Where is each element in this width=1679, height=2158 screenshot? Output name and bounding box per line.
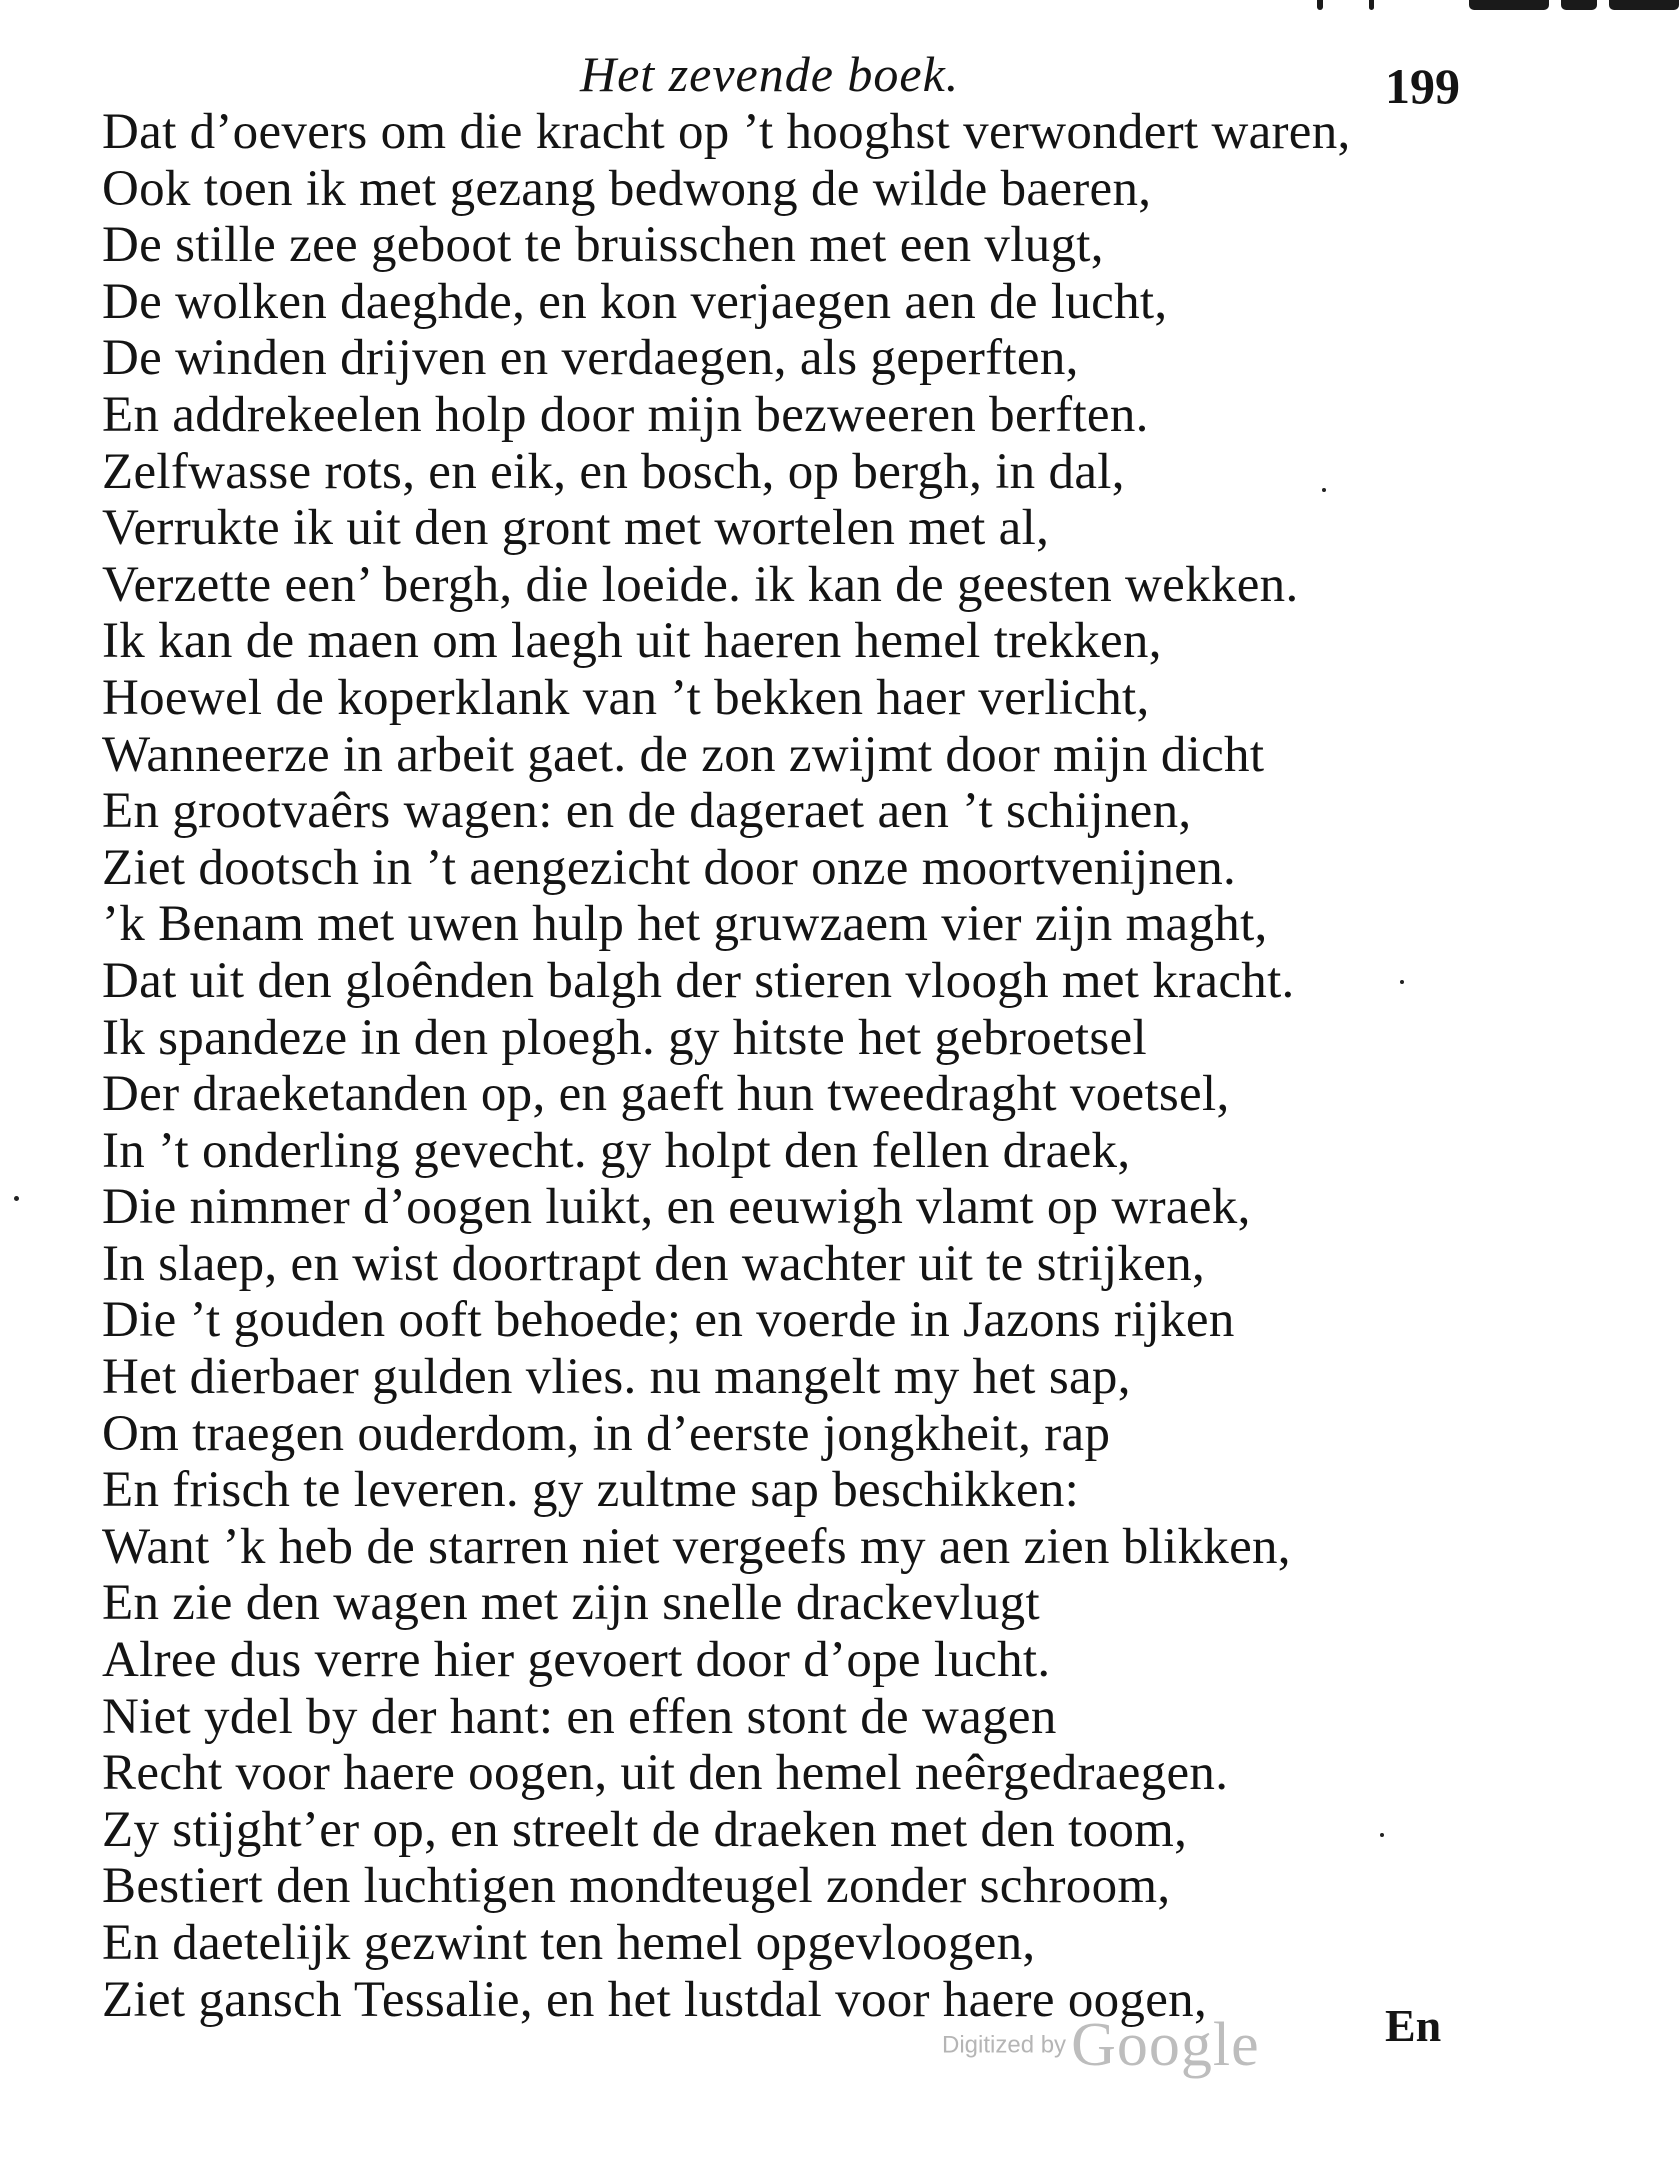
- verse-line: Wanneerze in arbeit gaet. de zon zwijmt door mijn dicht: [102, 726, 1265, 783]
- verse-line: Ik spandeze in den ploegh. gy hitste het gebroetsel: [102, 1009, 1147, 1066]
- verse-line: Die ’t gouden ooft behoede; en voerde in Jazons rijken: [102, 1292, 1235, 1349]
- page-number: 199: [1385, 58, 1460, 114]
- verse-text: [102, 104, 1351, 2028]
- verse-line: In slaep, en wist doortrapt den wachter uit te strijken,: [102, 1235, 1206, 1292]
- verse-line: En addrekeelen holp door mijn bezweeren berften.: [102, 386, 1149, 443]
- verse-line: Ook toen ik met gezang bedwong de wilde baeren,: [102, 160, 1152, 217]
- ink-speck: [1400, 980, 1404, 984]
- verse-line: Hoewel de koperklank van ’t bekken haer verlicht,: [102, 669, 1150, 726]
- verse-line: Der draeketanden op, en gaeft hun tweedraght voetsel,: [102, 1066, 1230, 1123]
- ink-speck: [1322, 488, 1326, 492]
- verse-line: En grootvaêrs wagen: en de dageraet aen ’t schijnen,: [102, 783, 1192, 840]
- running-title: Het zevende boek.: [580, 46, 960, 102]
- verse-line: De stille zee geboot te bruisschen met een vlugt,: [102, 217, 1104, 274]
- verse-line: ’k Benam met uwen hulp het gruwzaem vier zijn maght,: [102, 896, 1268, 953]
- verse-line: Alree dus verre hier gevoert door d’ope lucht.: [102, 1632, 1051, 1689]
- verse-line: Dat uit den gloênden balgh der stieren vloogh met kracht.: [102, 952, 1295, 1009]
- verse-line: Want ’k heb de starren niet vergeefs my aen zien blikken,: [102, 1518, 1291, 1575]
- verse-line: In ’t onderling gevecht. gy holpt den fellen draek,: [102, 1122, 1131, 1179]
- verse-line: Om traegen ouderdom, in d’eerste jongkheit, rap: [102, 1405, 1111, 1462]
- verse-line: Het dierbaer gulden vlies. nu mangelt my het sap,: [102, 1349, 1131, 1406]
- verse-line: Zy stijght’er op, en streelt de draeken met den toom,: [102, 1801, 1188, 1858]
- verse-line: Verrukte ik uit den gront met wortelen met al,: [102, 500, 1050, 557]
- verse-line: Recht voor haere oogen, uit den hemel neêrgedraegen.: [102, 1745, 1229, 1802]
- verse-line: Zelfwasse rots, en eik, en bosch, op bergh, in dal,: [102, 443, 1125, 500]
- verse-line: En daetelijk gezwint ten hemel opgevloogen,: [102, 1915, 1036, 1971]
- verse-line: Die nimmer d’oogen luikt, en eeuwigh vlamt op wraek,: [102, 1179, 1251, 1236]
- google-logo: Google: [1071, 2011, 1260, 2079]
- verse-line: Ik kan de maen om laegh uit haeren hemel trekken,: [102, 613, 1162, 670]
- ink-speck: [14, 1196, 19, 1201]
- catchword: En: [1385, 2000, 1442, 2051]
- verse-line: Niet ydel by der hant: en effen stont de wagen: [102, 1688, 1057, 1745]
- verse-line: Bestiert den luchtigen mondteugel zonder schroom,: [102, 1858, 1171, 1915]
- digitized-by-watermark: [942, 2010, 1260, 2081]
- watermark-prefix: Digitized by: [942, 2031, 1067, 2059]
- verse-line: De wolken daeghde, en kon verjaegen aen de lucht,: [102, 273, 1168, 330]
- verse-line: En frisch te leveren. gy zultme sap beschikken:: [102, 1462, 1080, 1519]
- verse-line: Dat d’oevers om die kracht op ’t hooghst verwondert waren,: [102, 104, 1351, 160]
- verse-line: En zie den wagen met zijn snelle drackevlugt: [102, 1575, 1040, 1632]
- verse-line: Ziet gansch Tessalie, en het lustdal voor haere oogen,: [102, 1971, 1208, 2028]
- verse-line: De winden drijven en verdaegen, als geperften,: [102, 330, 1079, 387]
- verse-line: Verzette een’ bergh, die loeide. ik kan de geesten wekken.: [102, 556, 1299, 613]
- ink-speck: [1380, 1833, 1384, 1837]
- top-page-edge: [1299, 0, 1679, 18]
- verse-line: Ziet dootsch in ’t aengezicht door onze moortvenijnen.: [102, 839, 1237, 896]
